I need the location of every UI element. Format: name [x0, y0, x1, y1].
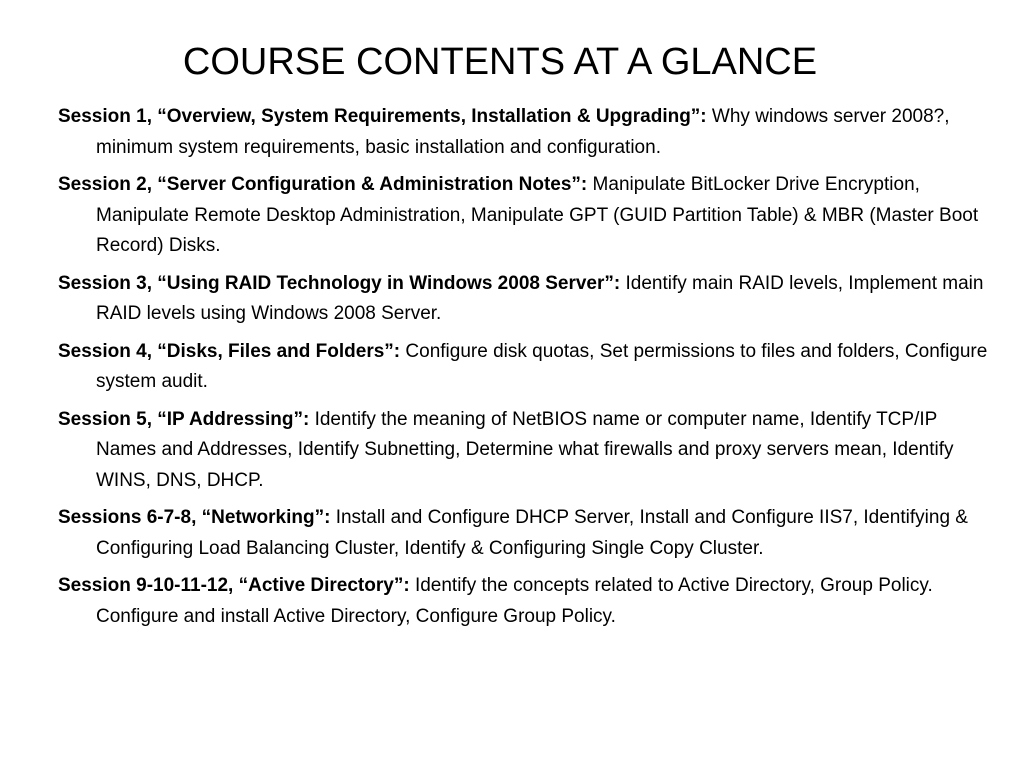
session-item-5 — [58, 405, 988, 497]
session-text: Manipulate BitLocker Drive Encryption, Manipulate Remote Desktop Administration, Manipulate GPT (GUID Partition Table) & MBR (Master Boot Record) Disks. — [96, 174, 979, 256]
session-text: Configure disk quotas, Set permissions to files and folders, Configure system audit. — [96, 340, 988, 392]
slide-title: COURSE CONTENTS AT A GLANCE — [182, 41, 818, 83]
session-item-3 — [58, 269, 988, 330]
session-item-1 — [58, 102, 988, 163]
session-text: Identify main RAID levels, Implement main RAID levels using Windows 2008 Server. — [96, 272, 984, 324]
session-label: Session 1, “Overview, System Requirements, Installation & Upgrading”: — [58, 106, 707, 127]
session-label: Session 5, “IP Addressing”: — [58, 408, 310, 430]
session-item-2 — [58, 170, 988, 262]
session-text: Install and Configure DHCP Server, Install and Configure IIS7, Identifying & Configuring Load Balancing Cluster, Identify & Configuring Single Copy Cluster. — [96, 507, 968, 559]
session-list — [58, 102, 988, 639]
session-label: Session 4, “Disks, Files and Folders”: — [58, 340, 401, 362]
session-text: Identify the concepts related to Active Directory, Group Policy. Configure and install Active Directory, Configure Group Policy. — [96, 575, 933, 627]
session-label: Session 3, “Using RAID Technology in Windows 2008 Server”: — [58, 272, 621, 294]
session-item-6 — [58, 503, 988, 564]
session-item-7 — [58, 571, 988, 632]
session-label: Sessions 6-7-8, “Networking”: — [58, 507, 331, 528]
session-text: Why windows server 2008?, minimum system requirements, basic installation and configuration. — [96, 106, 950, 158]
session-text: Identify the meaning of NetBIOS name or computer name, Identify TCP/IP Names and Addresses, Identify Subnetting, Determine what firewalls and proxy servers mean, Identify WINS, DNS, DHCP. — [96, 408, 954, 491]
session-label: Session 2, “Server Configuration & Administration Notes”: — [58, 174, 588, 195]
session-item-4 — [58, 337, 988, 398]
session-label: Session 9-10-11-12, “Active Directory”: — [58, 575, 410, 596]
